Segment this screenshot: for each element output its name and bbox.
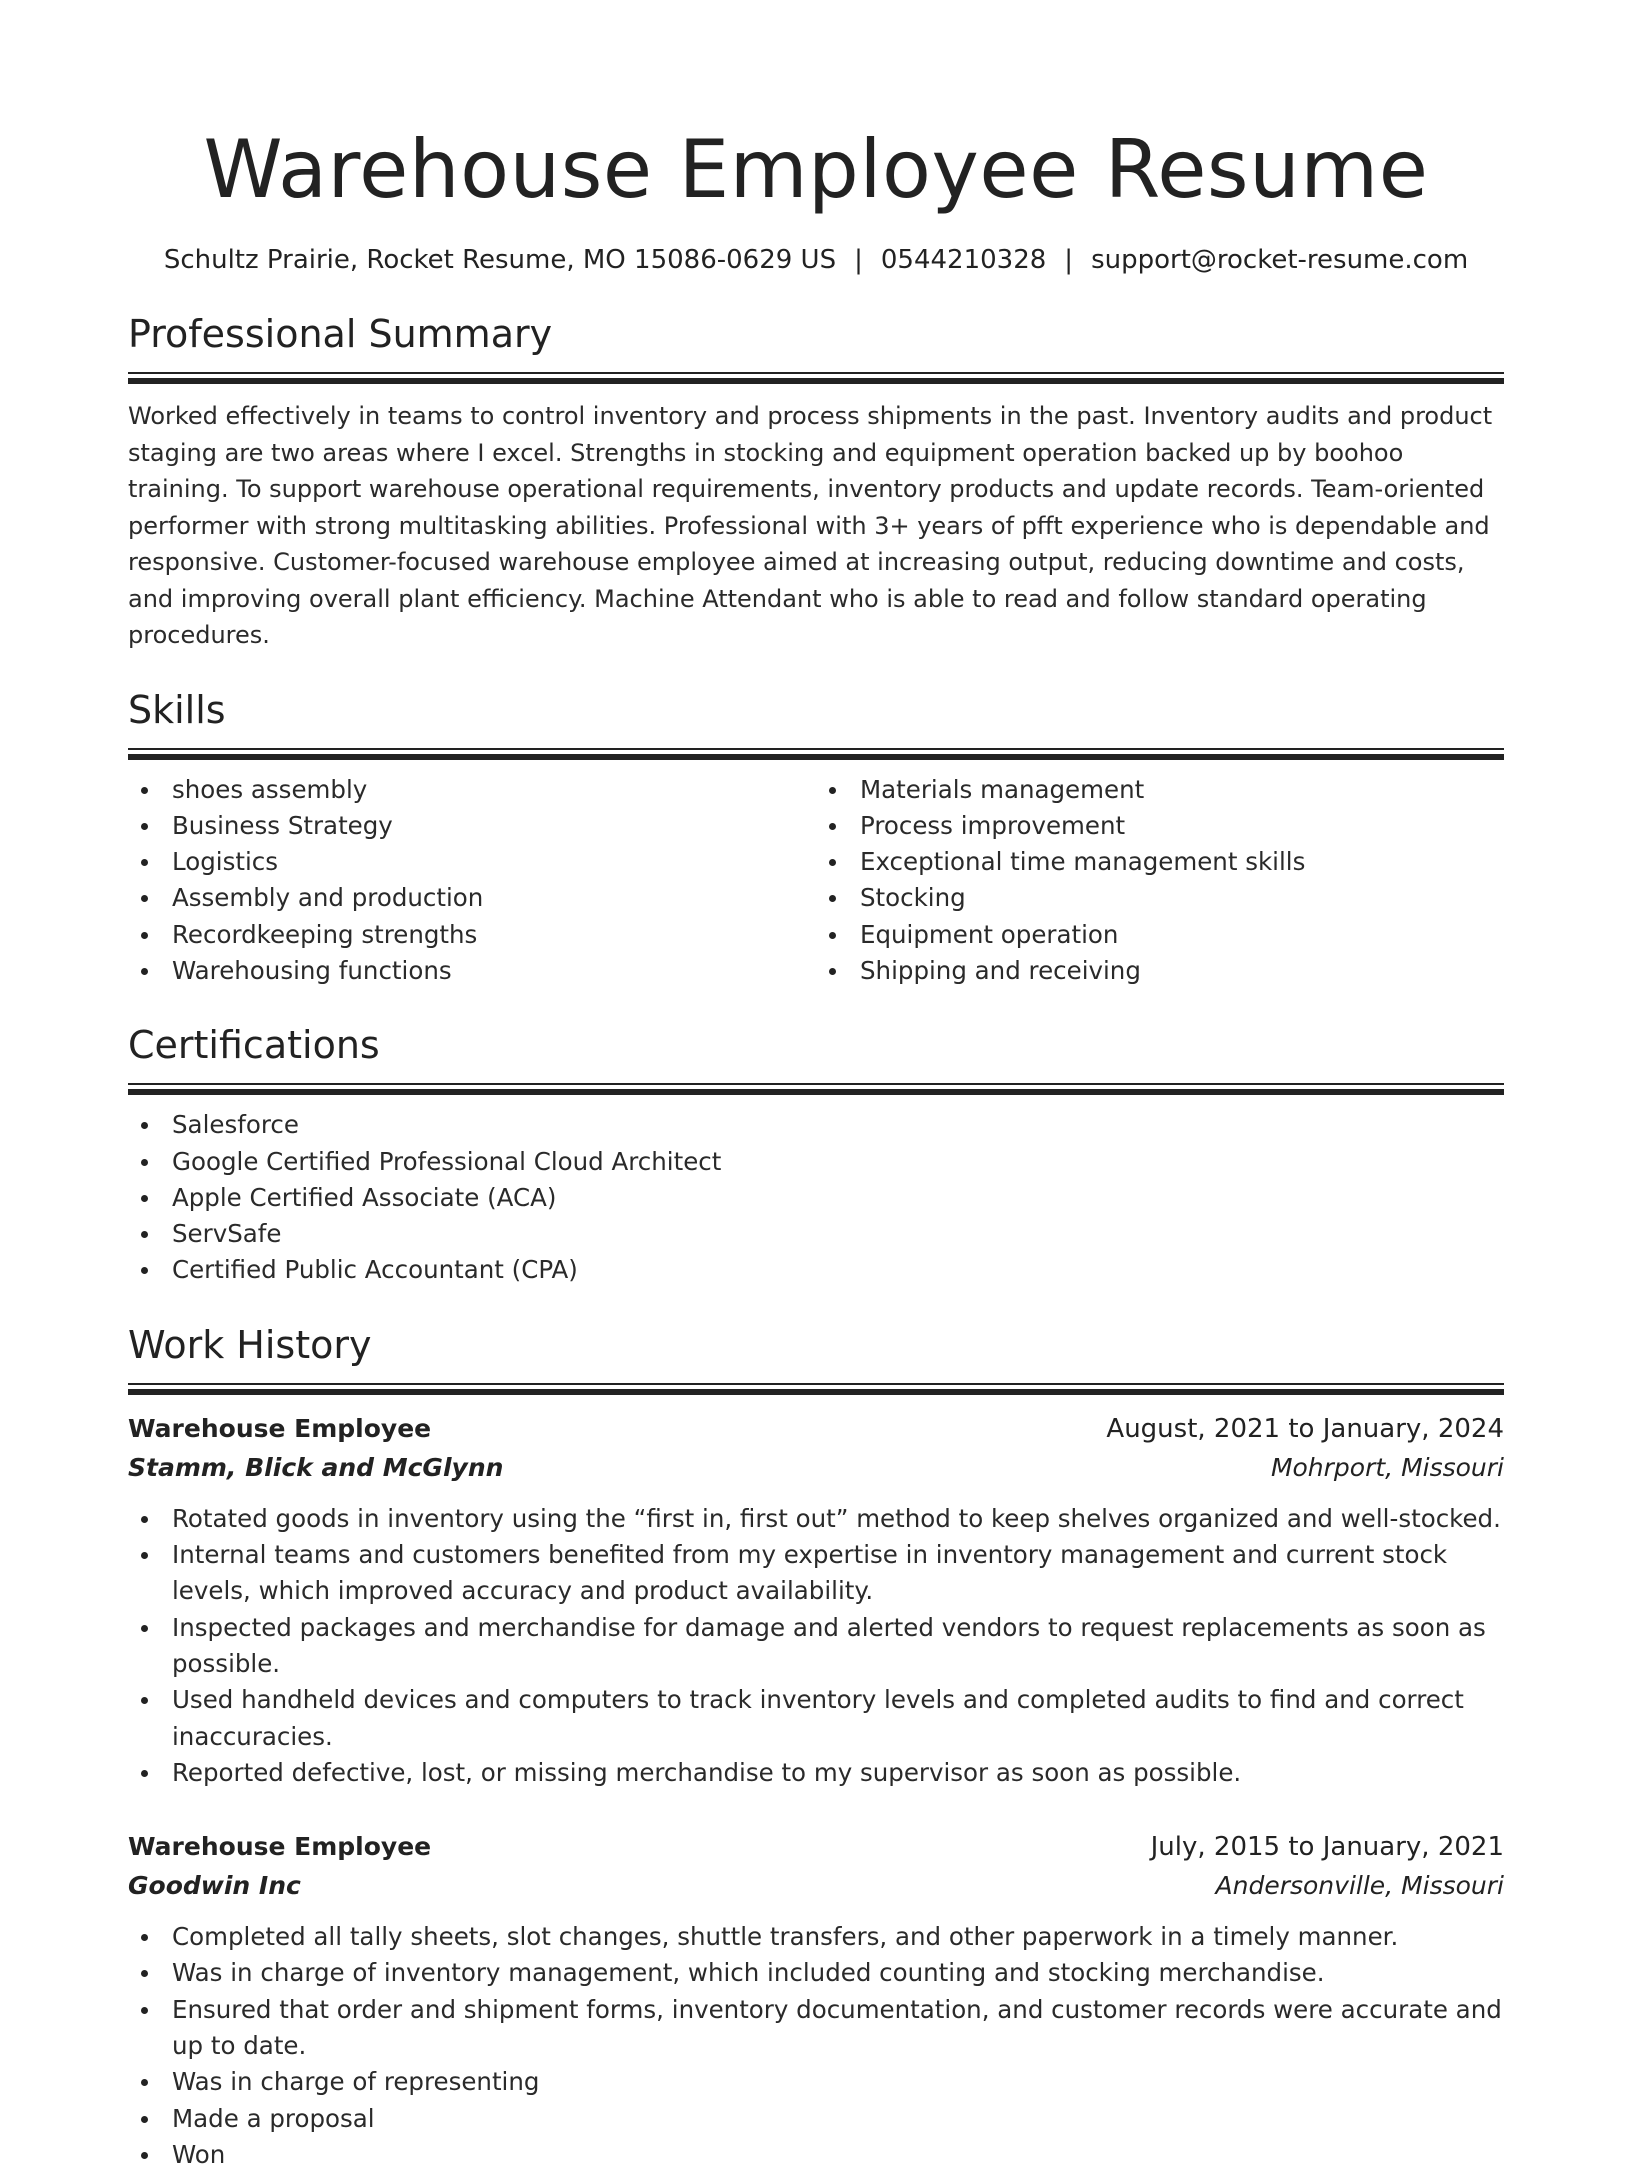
certification-item: Certified Public Accountant (CPA)	[128, 1252, 1504, 1288]
job-duties-list	[128, 1501, 1504, 1791]
skill-item: shoes assembly	[128, 772, 816, 808]
job-title: Warehouse Employee	[128, 1413, 432, 1443]
job-title: Warehouse Employee	[128, 1832, 432, 1862]
job-duties-list	[128, 1919, 1504, 2173]
certifications-section	[128, 1021, 1504, 1288]
resume-content	[128, 118, 1504, 2173]
skills-list-left	[128, 772, 816, 990]
job-duty-item: Ensured that order and shipment forms, inventory documentation, and customer records were accurate and up to date.	[128, 1992, 1504, 2065]
job-duty-item: Reported defective, lost, or missing merchandise to my supervisor as soon as possible.	[128, 1755, 1504, 1791]
job-header-row	[128, 1827, 1504, 1867]
contact-phone: 0544210328	[880, 245, 1047, 275]
section-divider	[128, 1383, 1504, 1395]
contact-separator: |	[854, 245, 863, 275]
section-divider	[128, 1083, 1504, 1095]
job-location: Andersonville, Missouri	[1215, 1871, 1504, 1901]
job-duty-item: Used handheld devices and computers to track inventory levels and completed audits to find and correct inaccuracies.	[128, 1682, 1504, 1755]
section-divider	[128, 748, 1504, 760]
job-dates: July, 2015 to January, 2021	[1150, 1832, 1504, 1863]
job-entry	[128, 1827, 1504, 2173]
summary-section	[128, 310, 1504, 654]
contact-address: Schultz Prairie, Rocket Resume, MO 15086-0629 US	[163, 245, 837, 275]
skill-item: Business Strategy	[128, 808, 816, 844]
certification-item: Apple Certified Associate (ACA)	[128, 1180, 1504, 1216]
job-duty-item: Rotated goods in inventory using the “first in, first out” method to keep shelves organized and well-stocked.	[128, 1501, 1504, 1537]
section-heading-summary: Professional Summary	[128, 312, 553, 356]
skill-item: Stocking	[816, 880, 1504, 916]
job-duty-item: Inspected packages and merchandise for damage and alerted vendors to request replacements as soon as possible.	[128, 1610, 1504, 1683]
skill-item: Equipment operation	[816, 917, 1504, 953]
skill-item: Shipping and receiving	[816, 953, 1504, 989]
resume-title: Warehouse Employee Resume	[203, 123, 1429, 216]
job-duty-item: Completed all tally sheets, slot changes, shuttle transfers, and other paperwork in a timely manner.	[128, 1919, 1504, 1955]
job-subheader-row	[128, 1867, 1504, 1905]
certification-item: Salesforce	[128, 1107, 1504, 1143]
skill-item: Exceptional time management skills	[816, 844, 1504, 880]
job-duty-item: Was in charge of inventory management, which included counting and stocking merchandise.	[128, 1955, 1504, 1991]
skill-item: Process improvement	[816, 808, 1504, 844]
section-heading-certifications: Certifications	[128, 1023, 380, 1068]
skill-item: Warehousing functions	[128, 953, 816, 989]
section-heading-work-history: Work History	[128, 1322, 372, 1367]
skill-item: Materials management	[816, 772, 1504, 808]
job-duty-item: Made a proposal	[128, 2101, 1504, 2137]
contact-line	[128, 242, 1504, 278]
job-entry	[128, 1409, 1504, 1791]
job-company: Stamm, Blick and McGlynn	[128, 1452, 504, 1482]
job-dates: August, 2021 to January, 2024	[1106, 1413, 1504, 1444]
skills-columns	[128, 760, 1504, 990]
job-location: Mohrport, Missouri	[1270, 1452, 1504, 1482]
certification-item: ServSafe	[128, 1216, 1504, 1252]
job-header-row	[128, 1409, 1504, 1449]
skills-section	[128, 686, 1504, 990]
skill-item: Logistics	[128, 844, 816, 880]
contact-email[interactable]: support@rocket-resume.com	[1091, 245, 1469, 275]
job-company: Goodwin Inc	[128, 1871, 301, 1901]
certification-item: Google Certified Professional Cloud Architect	[128, 1144, 1504, 1180]
job-duty-item: Internal teams and customers benefited from my expertise in inventory management and current stock levels, which improved accuracy and product availability.	[128, 1537, 1504, 1610]
skill-item: Recordkeeping strengths	[128, 917, 816, 953]
job-subheader-row	[128, 1449, 1504, 1487]
contact-separator: |	[1064, 245, 1074, 275]
certifications-list	[128, 1107, 1504, 1288]
section-heading-skills: Skills	[128, 687, 226, 732]
job-duty-item: Was in charge of representing	[128, 2064, 1504, 2100]
skills-list-right	[816, 772, 1504, 990]
section-divider	[128, 372, 1504, 384]
work-history-section	[128, 1321, 1504, 2173]
summary-text: Worked effectively in teams to control inventory and process shipments in the past. Inventory audits and product staging are two areas where I excel. Strengths in stocking and equipment operation backed up by boohoo training. To support warehouse operational requirements, inventory products and update records. Team-oriented performer with strong multitasking abilities. Professional with 3+ years of pfft experience who is dependable and responsive. Customer-focused warehouse employee aimed at increasing output, reducing downtime and costs, and improving overall plant efficiency. Machine Attendant who is able to read and follow standard operating procedures.	[128, 402, 1493, 649]
job-duty-item: Won	[128, 2137, 1504, 2173]
skill-item: Assembly and production	[128, 880, 816, 916]
